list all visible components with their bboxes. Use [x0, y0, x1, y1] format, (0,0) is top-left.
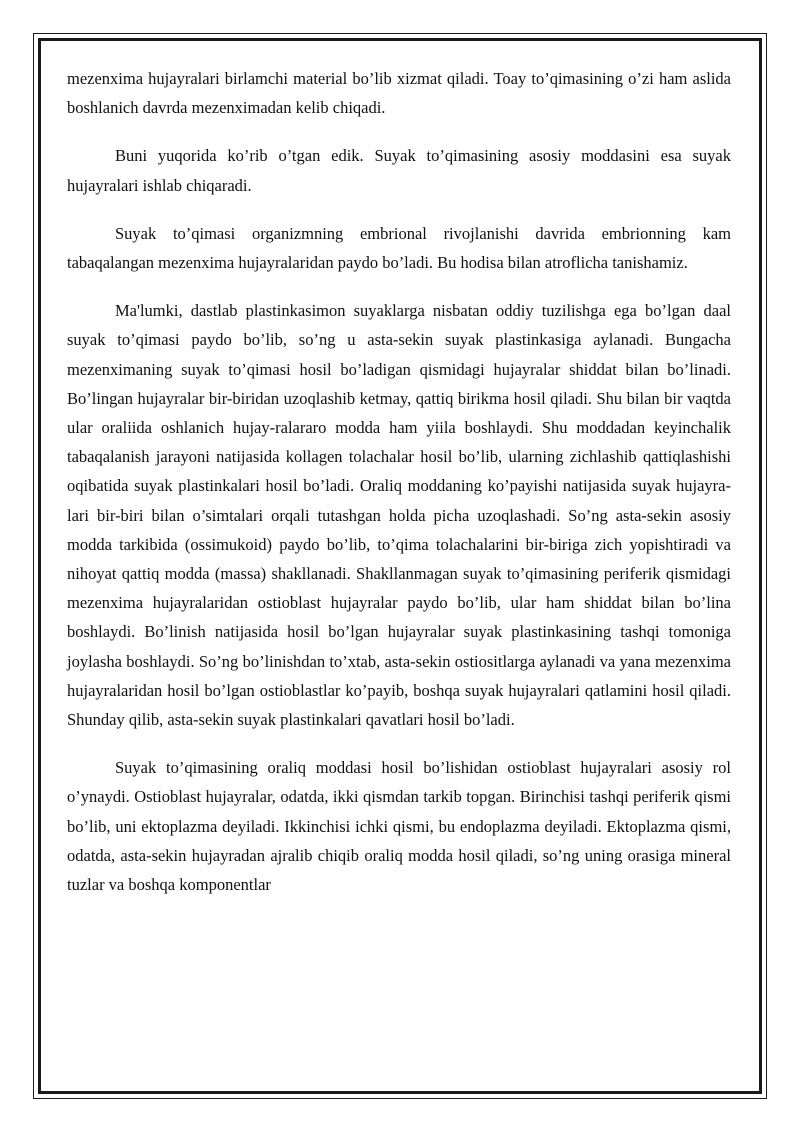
- paragraph-2: Buni yuqorida ko’rib o’tgan edik. Suyak to’qimasining asosiy moddasini esa suyak hujayralari ishlab chiqaradi.: [67, 146, 731, 195]
- document-body: [67, 64, 731, 918]
- paragraph-3: Suyak to’qimasi organizmning embrional rivojlanishi davrida embrionning kam tabaqalangan mezenxima hujayralaridan paydo bo’ladi. Bu hodisa bilan atroflicha tanishamiz.: [67, 223, 731, 273]
- paragraph-5: Suyak to’qimasining oraliq moddasi hosil bo’lishidan ostioblast hujayralari asosiy rol o’ynaydi. Ostioblast hujayralar, odatda, ikki qismdan tarkib topgan. Birinchisi tashqi periferik qismi bo’lib, uni ektoplazma deyiladi. Ikkinchisi ichki qismi, bu endoplazma deyiladi. Ektoplazma qismi, odatda, asta-sekin hujayradan ajralib chiqib oraliq modda hosil qiladi, so’ng uning orasiga mineral tuzlar va boshqa komponentlar: [67, 758, 731, 895]
- paragraph-4: Ma'lumki, dastlab plastinkasimon suyaklarga nisbatan oddiy tuzilishga ega bo’lgan daal suyak to’qimasi paydo bo’lib, so’ng u asta-sekin suyak plastinkasiga aylanadi. Bungacha mezenximaning suyak to’qimasi hosil bo’ladigan qismidagi hujayralar shiddat bilan bo’linadi. Bo’lingan hujayralar bir-biridan uzoqlashib ketmay, qattiq birikma hosil qiladi. Shu bilan bir vaqtda ular oraliida oshlanich hujay-ralararo modda ham yiila boshlaydi. Shu moddadan keyinchalik tabaqalanish jarayoni natijasida kollagen tolachalar hosil bo’lib, ularning zichlashib qattiqlashishi oqibatida suyak plastinkalari hosil bo’ladi. Oraliq moddaning ko’payishi natijasida suyak hujayra-lari bir-biri bilan o’simtalari orqali tutashgan holda picha uzoqlashadi. So’ng asta-sekin asosiy modda tarkibida (ossimukoid) paydo bo’lib, to’qima tolachalarini bir-biriga zich yopishtiradi va nihoyat qattiq modda (massa) shakllanadi. Shakllanmagan suyak to’qimasining periferik qismidagi mezenxima hujayralaridan ostioblast hujayralar paydo bo’lib, ular ham shiddat bilan bo’lina boshlaydi. Bo’linish natijasida hosil bo’lgan hujayralar suyak plastinkasining tashqi tomoniga joylasha boshlaydi. So’ng bo’linishdan to’xtab, asta-sekin ostiositlarga aylanadi va yana mezenxima hujayralaridan hosil bo’lgan ostioblastlar ko’payib, boshqa suyak hujayralari qatlamini hosil qiladi. Shunday qilib, asta-sekin suyak plastinkalari qavatlari hosil bo’ladi.: [67, 301, 731, 730]
- paragraph-1: mezenxima hujayralari birlamchi material bo’lib xizmat qiladi. Toay to’qimasining o’zi ham aslida boshlanich davrda mezenximadan kelib chiqadi.: [67, 69, 731, 118]
